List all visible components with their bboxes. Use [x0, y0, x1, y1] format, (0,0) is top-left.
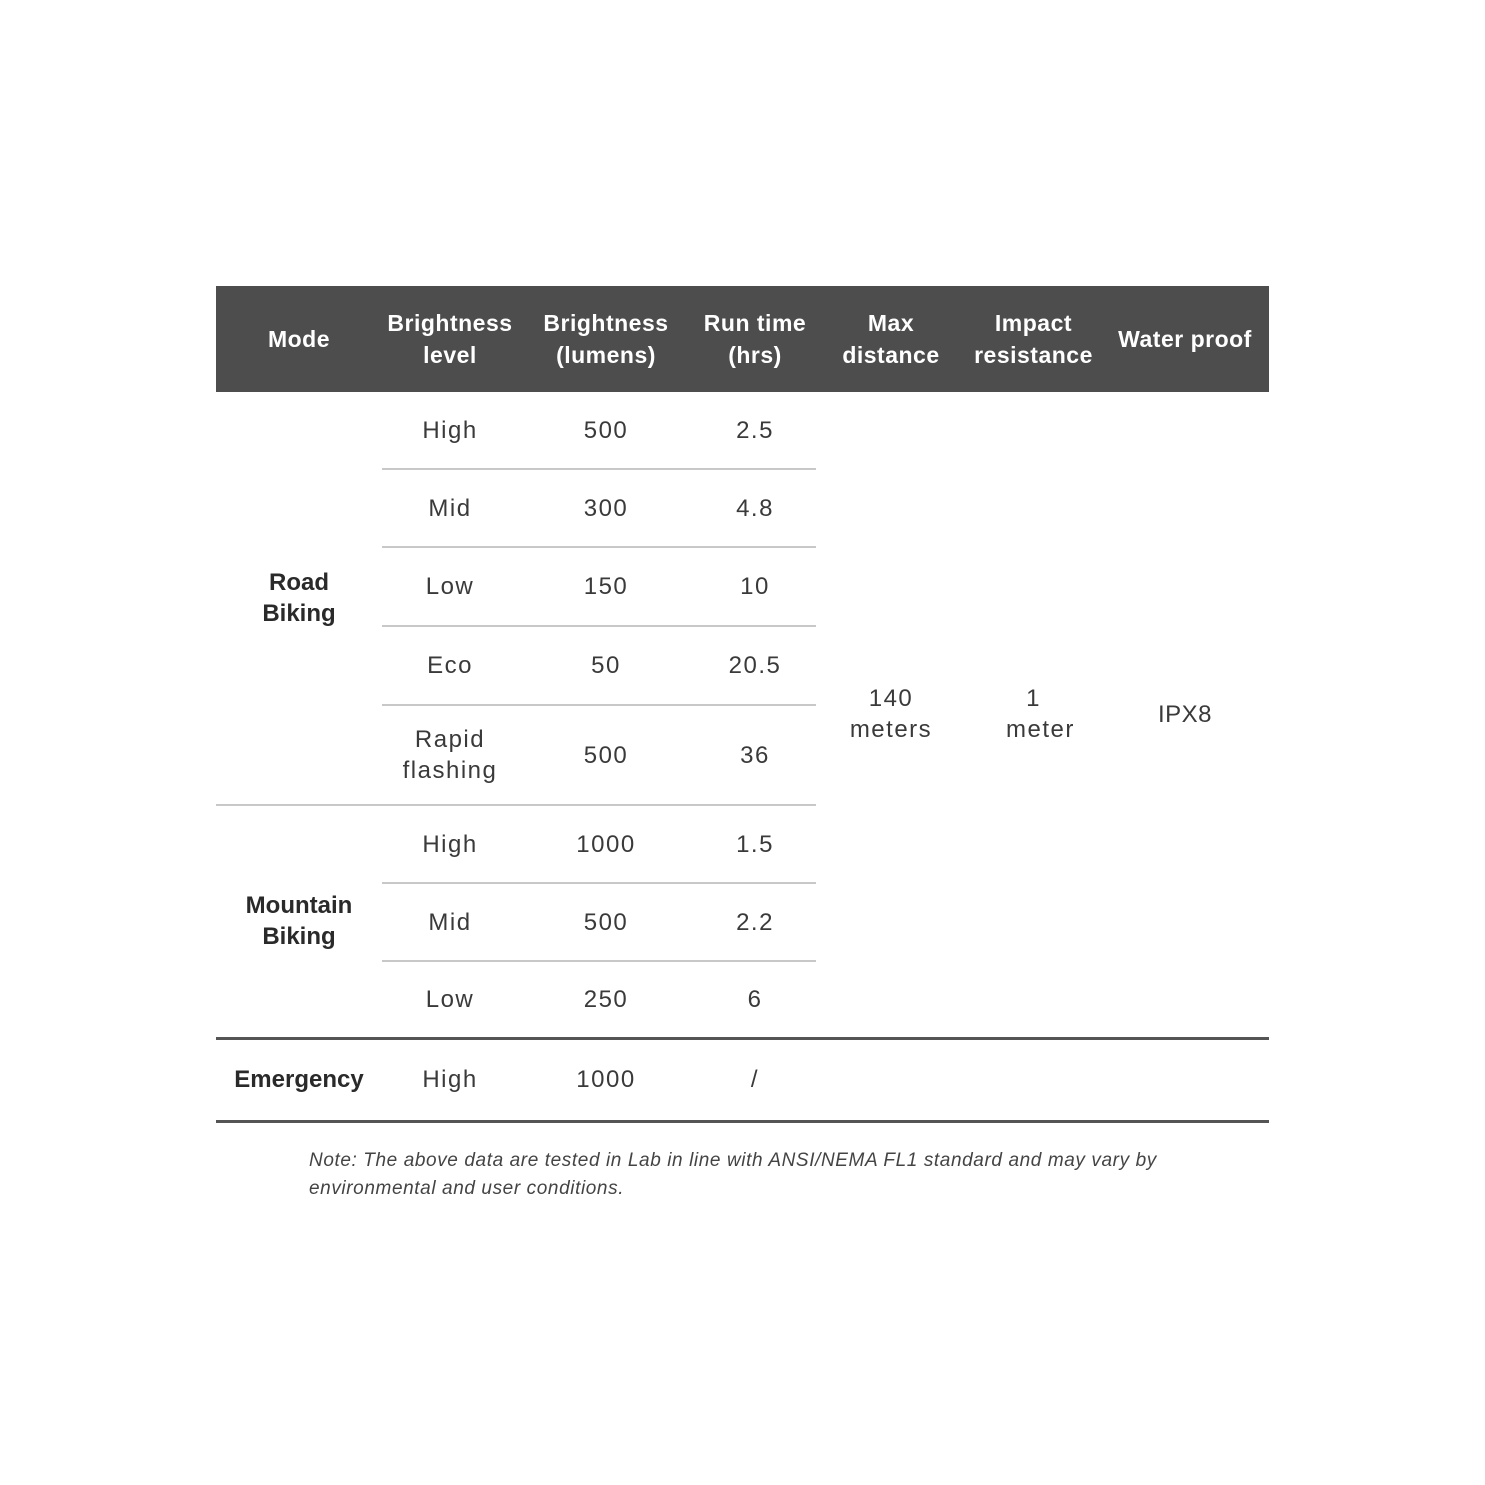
level-cell: Mid [382, 883, 518, 961]
header-row [216, 286, 1269, 392]
level-cell: Low [382, 961, 518, 1038]
empty-cell [1101, 1038, 1269, 1121]
spec-table [216, 286, 1269, 1123]
empty-cell [966, 1038, 1101, 1121]
header-mode: Mode [216, 286, 382, 392]
runtime-cell: 20.5 [694, 626, 816, 705]
level-cell: High [382, 805, 518, 883]
lumens-cell: 500 [518, 883, 694, 961]
runtime-cell: 2.5 [694, 392, 816, 469]
lumens-cell: 1000 [518, 1038, 694, 1121]
lumens-cell: 500 [518, 392, 694, 469]
lumens-cell: 300 [518, 469, 694, 547]
table-row [216, 392, 1269, 469]
mode-mountain-biking: Mountain Biking [216, 805, 382, 1038]
header-run-time: Run time (hrs) [694, 286, 816, 392]
runtime-cell: 1.5 [694, 805, 816, 883]
header-brightness-lumens: Brightness (lumens) [518, 286, 694, 392]
level-cell: Eco [382, 626, 518, 705]
lumens-cell: 150 [518, 547, 694, 626]
level-cell: Low [382, 547, 518, 626]
level-cell: Mid [382, 469, 518, 547]
header-max-distance: Max distance [816, 286, 966, 392]
runtime-cell: 2.2 [694, 883, 816, 961]
level-cell: High [382, 392, 518, 469]
level-cell: Rapid flashing [382, 705, 518, 805]
mode-road-biking: Road Biking [216, 392, 382, 805]
lumens-cell: 1000 [518, 805, 694, 883]
impact-resistance-value: 1 meter [966, 392, 1101, 1038]
level-cell: High [382, 1038, 518, 1121]
runtime-cell: 36 [694, 705, 816, 805]
max-distance-value: 140 meters [816, 392, 966, 1038]
table-row [216, 1038, 1269, 1121]
header-brightness-level: Brightness level [382, 286, 518, 392]
runtime-cell: 6 [694, 961, 816, 1038]
lumens-cell: 250 [518, 961, 694, 1038]
empty-cell [816, 1038, 966, 1121]
footnote: Note: The above data are tested in Lab in line with ANSI/NEMA FL1 standard and may vary by environmental and user conditions. [309, 1150, 1157, 1199]
header-impact-resistance: Impact resistance [966, 286, 1101, 392]
mode-emergency: Emergency [216, 1038, 382, 1121]
lumens-cell: 50 [518, 626, 694, 705]
runtime-cell: / [694, 1038, 816, 1121]
header-water-proof: Water proof [1101, 286, 1269, 392]
water-proof-value: IPX8 [1101, 392, 1269, 1038]
lumens-cell: 500 [518, 705, 694, 805]
runtime-cell: 4.8 [694, 469, 816, 547]
runtime-cell: 10 [694, 547, 816, 626]
